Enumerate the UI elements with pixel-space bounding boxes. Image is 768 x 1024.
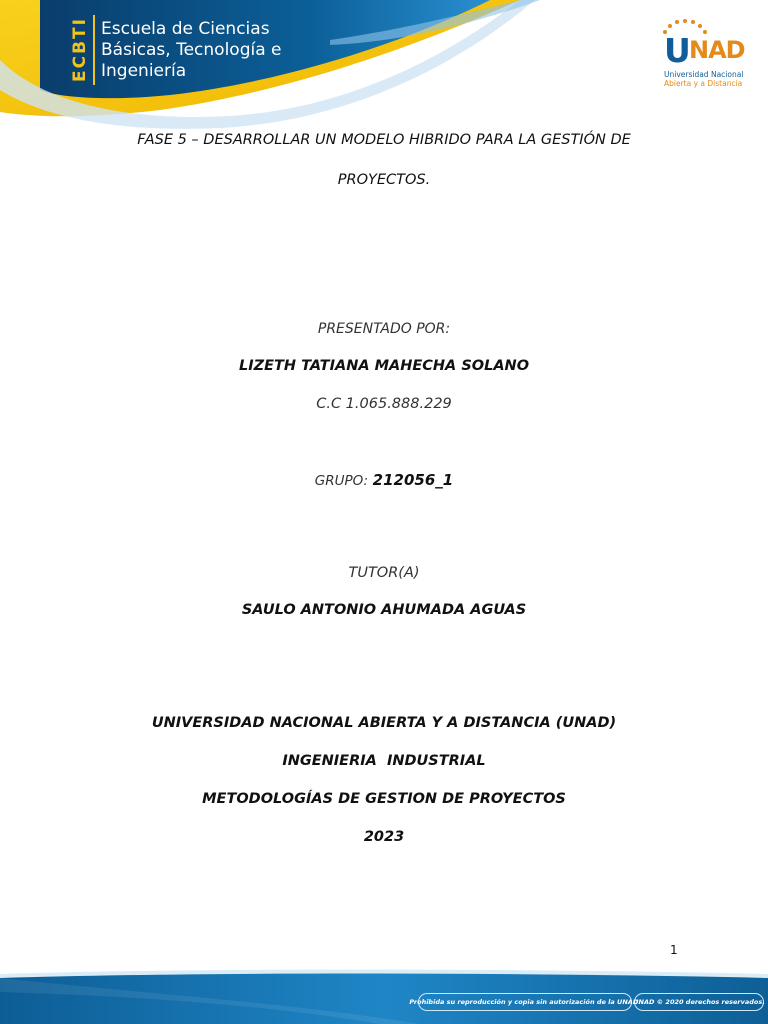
- school-branding: [70, 15, 281, 85]
- tutor-label: TUTOR(A): [348, 565, 420, 581]
- unad-dots-icon: [655, 18, 745, 70]
- student-id: C.C 1.065.888.229: [316, 396, 452, 412]
- school-line-1: Escuela de Ciencias: [101, 18, 270, 39]
- logo-line-1: Universidad Nacional: [664, 70, 744, 79]
- logo-nad: NAD: [689, 36, 745, 64]
- school-line-2: Básicas, Tecnología e: [101, 39, 282, 60]
- ecbti-label: ECBTI: [70, 15, 95, 85]
- year: 2023: [363, 829, 405, 845]
- footer-notice-left: Prohibida su reproducción y copia sin autorización de la UNAD.: [418, 993, 632, 1011]
- tutor-name: SAULO ANTONIO AHUMADA AGUAS: [241, 602, 527, 618]
- unad-logo-mark: [655, 18, 755, 70]
- unad-logo-text: [664, 70, 755, 88]
- program-name: INGENIERIA INDUSTRIAL: [282, 753, 486, 769]
- course-name: METODOLOGÍAS DE GESTION DE PROYECTOS: [202, 791, 566, 807]
- title-line-1: FASE 5 – DESARROLLAR UN MODELO HIBRIDO PARA LA GESTIÓN DE: [137, 132, 631, 148]
- group-label: GRUPO:: [314, 473, 369, 489]
- footer-notice-right: UNAD © 2020 derechos reservados.: [634, 993, 764, 1011]
- logo-u: U: [664, 31, 689, 70]
- group-value: 212056_1: [372, 471, 454, 489]
- student-name: LIZETH TATIANA MAHECHA SOLANO: [238, 358, 530, 374]
- presented-by-label: PRESENTADO POR:: [317, 321, 451, 337]
- university-name: UNIVERSIDAD NACIONAL ABIERTA Y A DISTANCIA (UNAD): [151, 715, 617, 731]
- school-line-3: Ingeniería: [101, 60, 187, 81]
- unad-logo: [655, 18, 755, 88]
- logo-line-2: Abierta y a Distancia: [664, 79, 743, 88]
- group-line: [0, 471, 768, 489]
- school-name: [101, 19, 281, 82]
- page-number: 1: [670, 943, 678, 957]
- title-line-2: PROYECTOS.: [337, 172, 431, 188]
